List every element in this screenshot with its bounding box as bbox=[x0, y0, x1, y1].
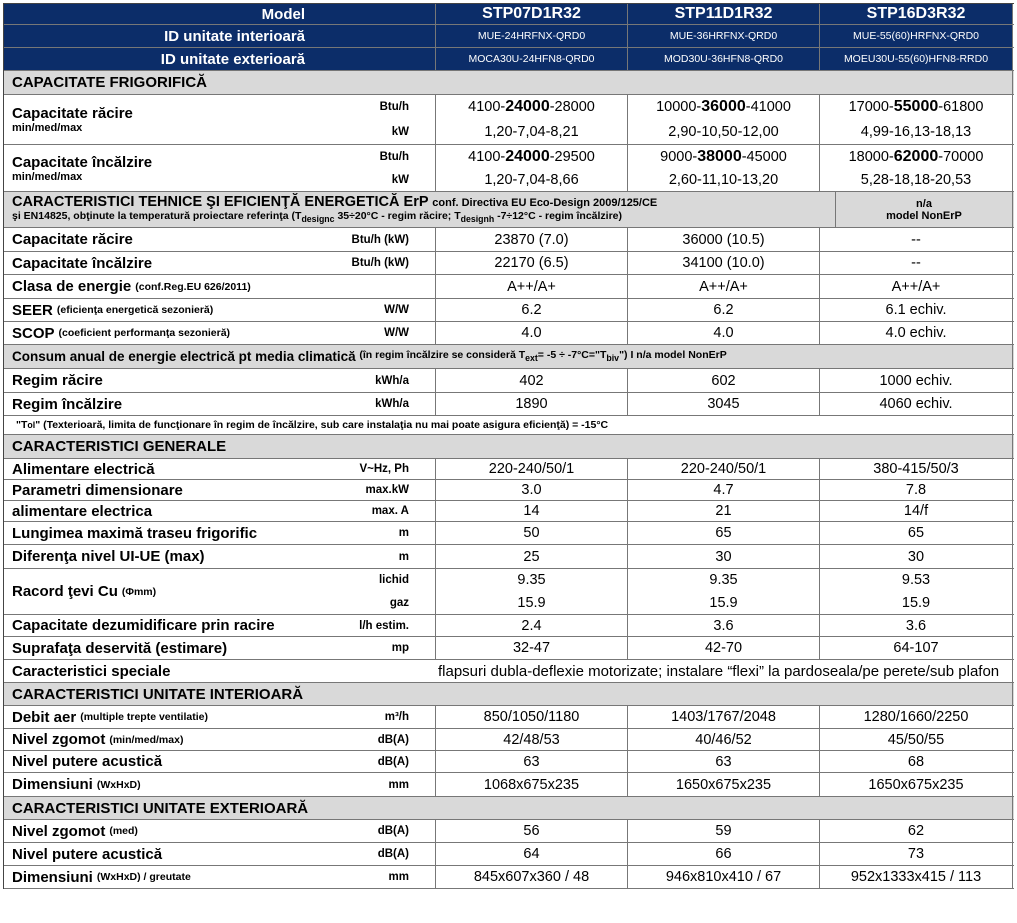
data-row bbox=[4, 369, 1014, 393]
unit-cell: mp bbox=[333, 637, 436, 659]
value-cell: 7.8 bbox=[820, 480, 1013, 500]
unit-cell: kWh/a bbox=[333, 369, 436, 392]
row-label: SCOP (coeficient performanţa sezonieră) bbox=[12, 324, 231, 342]
value-cell: 845x607x360 / 48 bbox=[436, 866, 628, 888]
section-header-general bbox=[4, 435, 1014, 459]
value-cell: 380-415/50/3 bbox=[820, 459, 1013, 479]
btu-value: 4100- 24000 -29500 bbox=[468, 147, 595, 165]
value-cell: 63 bbox=[436, 751, 628, 772]
row-label: Regim încălzire bbox=[12, 395, 123, 413]
special-features-text: flapsuri dubla-deflexie motorizate; instalare “flexi” la pardoseala/pe perete/sub plafon bbox=[436, 660, 1013, 682]
row-label: Debit aer (multiple trepte ventilatie) bbox=[12, 708, 208, 726]
data-row bbox=[4, 545, 1014, 569]
data-row bbox=[4, 480, 1014, 501]
outdoor-id: MOCA30U-24HFN8-QRD0 bbox=[436, 48, 628, 70]
value-cell: 4.7 bbox=[628, 480, 820, 500]
value-cell: 42-70 bbox=[628, 637, 820, 659]
value-cell: 4.0 bbox=[436, 322, 628, 344]
unit-cell bbox=[333, 145, 436, 191]
unit-btu: Btu/h bbox=[379, 101, 409, 114]
section-header-outdoor bbox=[4, 797, 1014, 820]
section-subtitle: şi EN14825, obţinute la temperatură proiectare referinţa ($T_{designc}$ 35÷20°C - regim răcire; $T_{designh}$ -7÷12°C - regim încălzire) bbox=[12, 210, 623, 225]
unit-cell: W/W bbox=[333, 299, 436, 321]
value-cell: 602 bbox=[628, 369, 820, 392]
section-title: CARACTERISTICI UNITATE EXTERIOARĂ bbox=[4, 797, 1013, 819]
value-cell: -- bbox=[820, 228, 1013, 251]
value-cell bbox=[628, 95, 820, 144]
indoor-id-label: ID unitate interioară bbox=[4, 25, 436, 47]
row-label: Caracteristici speciale bbox=[12, 662, 171, 680]
row-label: SEER (eficienţa energetică sezonieră) bbox=[12, 301, 214, 319]
section-title: Consum anual de energie electrică pt media climatică (în regim încălzire se consideră $T_{ext}= -5$ ÷ $-7^\circ C="T_{biv}$") I n/a model NonErP bbox=[4, 345, 1013, 368]
unit-cell: max.kW bbox=[333, 480, 436, 500]
footnote: "T ol " (Texterioară, limita de funcţionare în regim de încălzire, sub care instalaţia nu mai poate asigura eficienţă) = -15°C bbox=[4, 416, 1013, 434]
unit-kw: kW bbox=[391, 125, 409, 138]
row-label-sub: min/med/max bbox=[12, 170, 83, 183]
row-label bbox=[4, 145, 333, 191]
value-cell: 6.2 bbox=[628, 299, 820, 321]
unit-cell: m³/h bbox=[333, 706, 436, 728]
unit-gas: gaz bbox=[389, 596, 409, 609]
data-row bbox=[4, 843, 1014, 866]
value-cell: 3.0 bbox=[436, 480, 628, 500]
value-cell: 25 bbox=[436, 545, 628, 568]
row-label: Parametri dimensionare bbox=[12, 481, 183, 499]
unit-cell: m bbox=[333, 545, 436, 568]
model-name: STP07D1R32 bbox=[436, 4, 628, 24]
section-title: CARACTERISTICI TEHNICE ŞI EFICIENŢĂ ENERGETICĂ ErP conf. Directiva EU Eco-Design 2009/125/CE bbox=[12, 194, 658, 211]
value-cell: 14 bbox=[436, 501, 628, 521]
value-cell: 1280/1660/2250 bbox=[820, 706, 1013, 728]
row-label: Capacitate încălzire bbox=[12, 254, 153, 272]
row-label: Clasa de energie (conf.Reg.EU 626/2011) bbox=[12, 278, 251, 295]
unit-cell: dB(A) bbox=[333, 820, 436, 842]
cooling-capacity-row bbox=[4, 95, 1014, 145]
value-cell: 66 bbox=[628, 843, 820, 865]
heating-capacity-row bbox=[4, 145, 1014, 192]
data-row bbox=[4, 522, 1014, 545]
value-cell: 65 bbox=[628, 522, 820, 544]
value-cell: 42/48/53 bbox=[436, 729, 628, 750]
unit-cell bbox=[333, 95, 436, 144]
value-cell: 3.6 bbox=[628, 615, 820, 636]
section-title: CARACTERISTICI UNITATE INTERIOARĂ bbox=[4, 683, 1013, 705]
kw-value: 2,60-11,10-13,20 bbox=[668, 171, 779, 188]
gas-value: 15.9 bbox=[901, 594, 931, 611]
pipe-row bbox=[4, 569, 1014, 615]
value-cell: 30 bbox=[820, 545, 1013, 568]
value-cell bbox=[628, 569, 820, 614]
value-cell: 63 bbox=[628, 751, 820, 772]
value-cell: 23870 (7.0) bbox=[436, 228, 628, 251]
unit-cell: max. A bbox=[333, 501, 436, 521]
liquid-value: 9.35 bbox=[517, 572, 546, 589]
value-cell: 34100 (10.0) bbox=[628, 252, 820, 274]
data-row bbox=[4, 751, 1014, 773]
value-cell bbox=[628, 145, 820, 191]
value-cell: 73 bbox=[820, 843, 1013, 865]
value-cell: 220-240/50/1 bbox=[436, 459, 628, 479]
row-label: Lungimea maximă traseu frigorific bbox=[12, 524, 258, 542]
data-row bbox=[4, 299, 1014, 322]
value-cell: 59 bbox=[628, 820, 820, 842]
value-cell: 4.0 echiv. bbox=[820, 322, 1013, 344]
value-cell: A++/A+ bbox=[628, 275, 820, 298]
indoor-id: MUE-55(60)HRFNX-QRD0 bbox=[820, 25, 1013, 47]
value-cell: 4.0 bbox=[628, 322, 820, 344]
gas-value: 15.9 bbox=[517, 594, 546, 611]
unit-btu: Btu/h bbox=[379, 150, 409, 163]
value-cell: 6.2 bbox=[436, 299, 628, 321]
kw-value: 5,28-18,18-20,53 bbox=[860, 171, 972, 188]
kw-value: 4,99-16,13-18,13 bbox=[860, 123, 972, 140]
value-cell: 22170 (6.5) bbox=[436, 252, 628, 274]
row-label: Nivel putere acustică bbox=[12, 753, 163, 770]
spec-table bbox=[3, 3, 1014, 889]
value-cell bbox=[436, 569, 628, 614]
value-cell: 65 bbox=[820, 522, 1013, 544]
unit-cell: mm bbox=[333, 773, 436, 796]
value-cell: -- bbox=[820, 252, 1013, 274]
row-label: Regim răcire bbox=[12, 372, 103, 389]
value-cell: A++/A+ bbox=[436, 275, 628, 298]
section-note: n/a model NonErP bbox=[836, 192, 1013, 227]
value-cell: 64 bbox=[436, 843, 628, 865]
value-cell: 1068x675x235 bbox=[436, 773, 628, 796]
value-cell: 45/50/55 bbox=[820, 729, 1013, 750]
row-label: Capacitate răcire bbox=[12, 231, 133, 248]
unit-kw: kW bbox=[391, 173, 409, 186]
row-label: Racord ţevi Cu (Φmm) bbox=[12, 583, 157, 600]
row-label: Alimentare electrică bbox=[12, 460, 155, 478]
unit-cell: dB(A) bbox=[333, 843, 436, 865]
value-cell: 1403/1767/2048 bbox=[628, 706, 820, 728]
model-label: Model bbox=[4, 4, 436, 24]
value-cell: 946x810x410 / 67 bbox=[628, 866, 820, 888]
value-cell bbox=[820, 569, 1013, 614]
footnote-row bbox=[4, 416, 1014, 435]
unit-cell bbox=[333, 275, 436, 298]
unit-cell: Btu/h (kW) bbox=[333, 252, 436, 274]
kw-value: 1,20-7,04-8,21 bbox=[484, 123, 579, 140]
row-label-main: Capacitate răcire bbox=[12, 105, 133, 122]
value-cell: 64-107 bbox=[820, 637, 1013, 659]
section-header-consumption bbox=[4, 345, 1014, 369]
data-row bbox=[4, 637, 1014, 660]
value-cell: 402 bbox=[436, 369, 628, 392]
row-label: Capacitate dezumidificare prin racire bbox=[12, 617, 275, 634]
outdoor-id: MOEU30U-55(60)HFN8-RRD0 bbox=[820, 48, 1013, 70]
btu-value: 17000- 55000 -61800 bbox=[848, 98, 984, 116]
unit-cell: dB(A) bbox=[333, 729, 436, 750]
data-row bbox=[4, 228, 1014, 252]
section-header-indoor bbox=[4, 683, 1014, 706]
model-header-row bbox=[4, 4, 1014, 25]
unit-cell: kWh/a bbox=[333, 393, 436, 415]
unit-cell: Btu/h (kW) bbox=[333, 228, 436, 251]
data-row bbox=[4, 501, 1014, 522]
special-features-row bbox=[4, 660, 1014, 683]
row-label: Dimensiuni (WxHxD) / greutate bbox=[12, 868, 191, 886]
data-row bbox=[4, 866, 1014, 889]
value-cell bbox=[820, 145, 1013, 191]
unit-cell: dB(A) bbox=[333, 751, 436, 772]
btu-value: 10000- 36000 -41000 bbox=[656, 98, 791, 116]
value-cell: 21 bbox=[628, 501, 820, 521]
row-label: Nivel zgomot (med) bbox=[12, 822, 138, 840]
gas-value: 15.9 bbox=[709, 594, 738, 611]
row-label-main: Capacitate încălzire bbox=[12, 153, 153, 171]
row-label-sub: min/med/max bbox=[12, 122, 83, 134]
row-label: Nivel zgomot (min/med/max) bbox=[12, 731, 184, 748]
value-cell: 850/1050/1180 bbox=[436, 706, 628, 728]
value-cell: 1000 echiv. bbox=[820, 369, 1013, 392]
indoor-id: MUE-24HRFNX-QRD0 bbox=[436, 25, 628, 47]
value-cell: 50 bbox=[436, 522, 628, 544]
section-header-capacity bbox=[4, 71, 1014, 95]
data-row bbox=[4, 322, 1014, 345]
value-cell: 1650x675x235 bbox=[628, 773, 820, 796]
value-cell bbox=[820, 95, 1013, 144]
btu-value: 18000- 62000 -70000 bbox=[848, 147, 984, 165]
section-title: CAPACITATE FRIGORIFICĂ bbox=[4, 71, 1013, 94]
value-cell: 36000 (10.5) bbox=[628, 228, 820, 251]
section-title: CARACTERISTICI GENERALE bbox=[4, 435, 1013, 458]
data-row bbox=[4, 393, 1014, 416]
value-cell: A++/A+ bbox=[820, 275, 1013, 298]
value-cell: 68 bbox=[820, 751, 1013, 772]
value-cell: 4060 echiv. bbox=[820, 393, 1013, 415]
unit-cell: W/W bbox=[333, 322, 436, 344]
row-label: Nivel putere acustică bbox=[12, 845, 163, 863]
liquid-value: 9.35 bbox=[709, 572, 738, 589]
liquid-value: 9.53 bbox=[901, 572, 931, 589]
value-cell: 3045 bbox=[628, 393, 820, 415]
value-cell bbox=[436, 95, 628, 144]
unit-cell: m bbox=[333, 522, 436, 544]
outdoor-id-row bbox=[4, 48, 1014, 71]
data-row bbox=[4, 252, 1014, 275]
kw-value: 2,90-10,50-12,00 bbox=[668, 123, 779, 140]
model-name: STP16D3R32 bbox=[820, 4, 1013, 24]
value-cell: 6.1 echiv. bbox=[820, 299, 1013, 321]
data-row bbox=[4, 706, 1014, 729]
row-label: Diferenţa nivel UI-UE (max) bbox=[12, 548, 205, 565]
data-row bbox=[4, 729, 1014, 751]
value-cell: 220-240/50/1 bbox=[628, 459, 820, 479]
btu-value: 9000- 38000 -45000 bbox=[660, 147, 787, 165]
value-cell: 30 bbox=[628, 545, 820, 568]
data-row bbox=[4, 820, 1014, 843]
value-cell: 40/46/52 bbox=[628, 729, 820, 750]
unit-cell: l/h estim. bbox=[333, 615, 436, 636]
data-row bbox=[4, 615, 1014, 637]
unit-cell: mm bbox=[333, 866, 436, 888]
unit-liquid: lichid bbox=[378, 574, 409, 587]
data-row bbox=[4, 773, 1014, 797]
value-cell bbox=[436, 145, 628, 191]
value-cell: 56 bbox=[436, 820, 628, 842]
data-row bbox=[4, 459, 1014, 480]
value-cell: 14/f bbox=[820, 501, 1013, 521]
row-label: Dimensiuni (WxHxD) bbox=[12, 776, 141, 793]
section-title-block bbox=[4, 192, 836, 227]
indoor-id: MUE-36HRFNX-QRD0 bbox=[628, 25, 820, 47]
row-label bbox=[4, 95, 333, 144]
value-cell: 3.6 bbox=[820, 615, 1013, 636]
outdoor-id-label: ID unitate exterioară bbox=[4, 48, 436, 70]
value-cell: 1890 bbox=[436, 393, 628, 415]
section-header-technical bbox=[4, 192, 1014, 228]
value-cell: 1650x675x235 bbox=[820, 773, 1013, 796]
outdoor-id: MOD30U-36HFN8-QRD0 bbox=[628, 48, 820, 70]
value-cell: 32-47 bbox=[436, 637, 628, 659]
unit-cell bbox=[333, 569, 436, 614]
data-row bbox=[4, 275, 1014, 299]
value-cell: 952x1333x415 / 113 bbox=[820, 866, 1013, 888]
unit-cell: V~Hz, Ph bbox=[333, 459, 436, 479]
value-cell: 2.4 bbox=[436, 615, 628, 636]
row-label: alimentare electrica bbox=[12, 502, 153, 520]
row-label: Suprafaţa deservită (estimare) bbox=[12, 639, 228, 657]
model-name: STP11D1R32 bbox=[628, 4, 820, 24]
btu-value: 4100- 24000 -28000 bbox=[468, 98, 595, 116]
kw-value: 1,20-7,04-8,66 bbox=[484, 171, 579, 188]
indoor-id-row bbox=[4, 25, 1014, 48]
value-cell: 62 bbox=[820, 820, 1013, 842]
